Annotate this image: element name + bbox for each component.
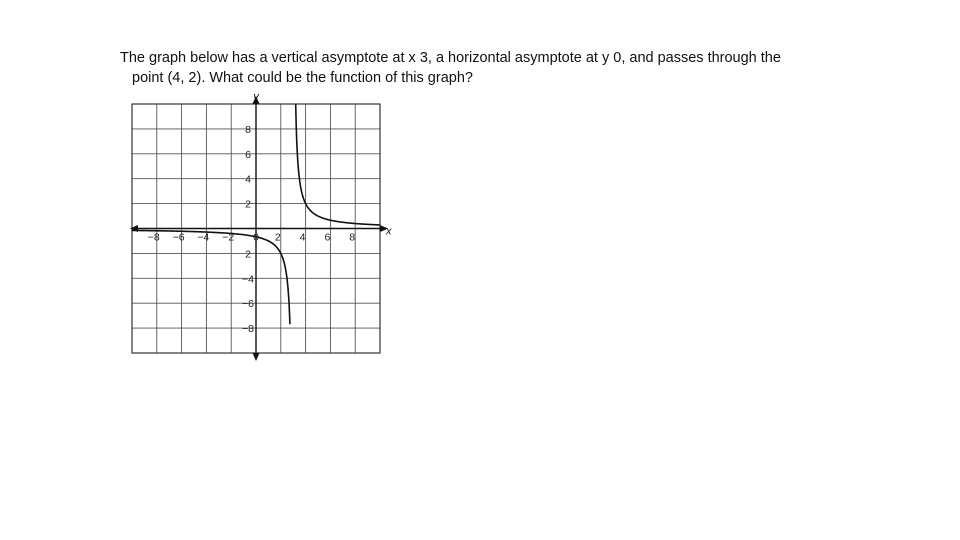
y-tick-label: 8 <box>245 123 251 136</box>
curve-branch-left <box>132 230 290 324</box>
y-tick-label: 6 <box>245 148 251 161</box>
x-tick-label: 4 <box>299 231 306 244</box>
x-tick-label: 0 <box>253 231 259 244</box>
x-tick-label: −8 <box>147 231 160 244</box>
question-line-1: The graph below has a vertical asymptote at x 3, a horizontal asymptote at y 0, and passes through the <box>120 50 781 66</box>
question-line-2: point (4, 2). What could be the function of this graph? <box>132 70 473 86</box>
x-axis-label: x <box>386 225 392 238</box>
x-tick-label: −6 <box>172 231 185 244</box>
x-tick-label: 6 <box>324 231 331 244</box>
y-axis-label: y <box>253 91 259 103</box>
x-tick-label: 2 <box>274 231 281 244</box>
y-tick-label: 2 <box>245 248 251 261</box>
y-tick-label: −4 <box>242 273 254 286</box>
y-tick-label: −6 <box>242 298 254 311</box>
curve-branch-right <box>296 104 380 225</box>
x-tick-label: 8 <box>349 231 356 244</box>
y-tick-label: 4 <box>245 173 251 186</box>
y-tick-label: 2 <box>245 198 251 211</box>
y-tick-label: −8 <box>242 323 254 336</box>
axes <box>130 91 392 361</box>
y-axis-arrow-down <box>253 353 260 361</box>
x-tick-label: −2 <box>222 231 235 244</box>
x-tick-label: −4 <box>197 231 210 244</box>
